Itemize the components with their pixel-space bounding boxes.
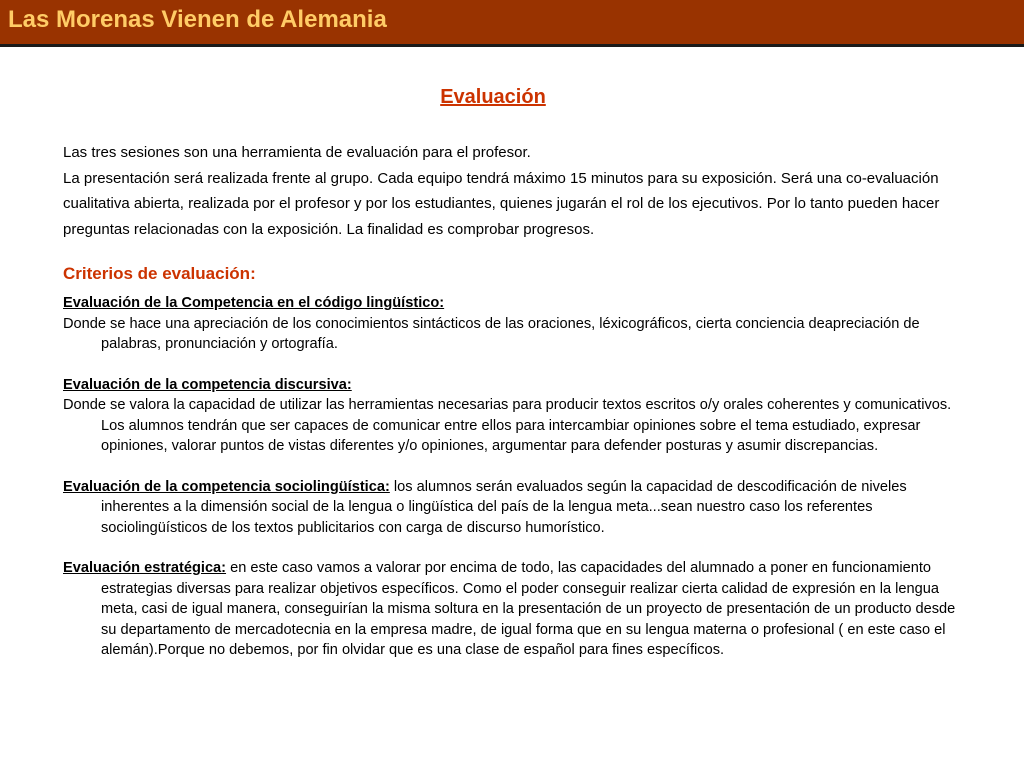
section-title: Evaluación <box>440 86 546 108</box>
criterion-linguistic <box>63 293 963 355</box>
intro-text <box>63 140 963 242</box>
criterion-discursive <box>63 375 963 457</box>
criterion-strategic <box>63 558 963 661</box>
criterion-sociolinguistic <box>63 477 963 539</box>
intro-line-1: Las tres sesiones son una herramienta de evaluación para el profesor. <box>63 144 531 161</box>
slide-title: Las Morenas Vienen de Alemania <box>8 6 387 33</box>
intro-line-2: La presentación será realizada frente al grupo. Cada equipo tendrá máximo 15 minutos para su exposición. Será una co-evaluación cualitativa abierta, realizada por el profesor y por los estudiantes, quienes jugarán el rol de los ejecutivos. Por lo tanto pueden hacer preguntas relacionadas con la exposición. La finalidad es comprobar progresos. <box>63 169 940 238</box>
criterion-label: Evaluación estratégica: <box>63 560 227 576</box>
criterion-description: Donde se hace una apreciación de los conocimientos sintácticos de las oraciones, léxicográficos, cierta conciencia deapreciación de palabras, pronunciación y ortografía. <box>63 315 920 352</box>
criteria-heading: Criterios de evaluación: <box>63 264 256 283</box>
criterion-label: Evaluación de la competencia discursiva: <box>63 376 352 393</box>
criterion-description: los alumnos serán evaluados según la capacidad de descodificación de niveles inherentes a la dimensión social de la lengua o lingüística del país de la lengua meta...sean nuestro caso los referentes sociolingüísticos de los textos publicitarios con carga de discurso humorístico. <box>101 478 907 536</box>
criteria-list <box>63 293 963 661</box>
criterion-label: Evaluación de la competencia sociolingüística: <box>63 478 390 495</box>
header-bar <box>0 0 1024 47</box>
criterion-description: en este caso vamos a valorar por encima de todo, las capacidades del alumnado a poner en funcionamiento estrategias diversas para realizar objetivos específicos. Como el poder conseguir realizar cierta calidad de expresión en la lengua meta, casi de igual manera, conseguirían la misma soltura en la presentación de un proyecto de presentación de un producto desde su departamento de mercadotecnia en la empresa madre, de igual forma que en su lengua materna o profesional ( en este caso el alemán).Porque no debemos, por fin olvidar que es una clase de español para fines específicos. <box>101 560 956 658</box>
criterion-description: Donde se valora la capacidad de utilizar las herramientas necesarias para producir textos escritos o/y orales coherentes y comunicativos. Los alumnos tendrán que ser capaces de comunicar entre ellos para intercambiar opiniones sobre el tema estudiado, expresar opiniones, valorar puntos de vistas diferentes y/o opiniones, argumentar para defender posturas y asumir discrepancias. <box>63 397 952 454</box>
criterion-label: Evaluación de la Competencia en el código lingüístico: <box>63 295 445 311</box>
